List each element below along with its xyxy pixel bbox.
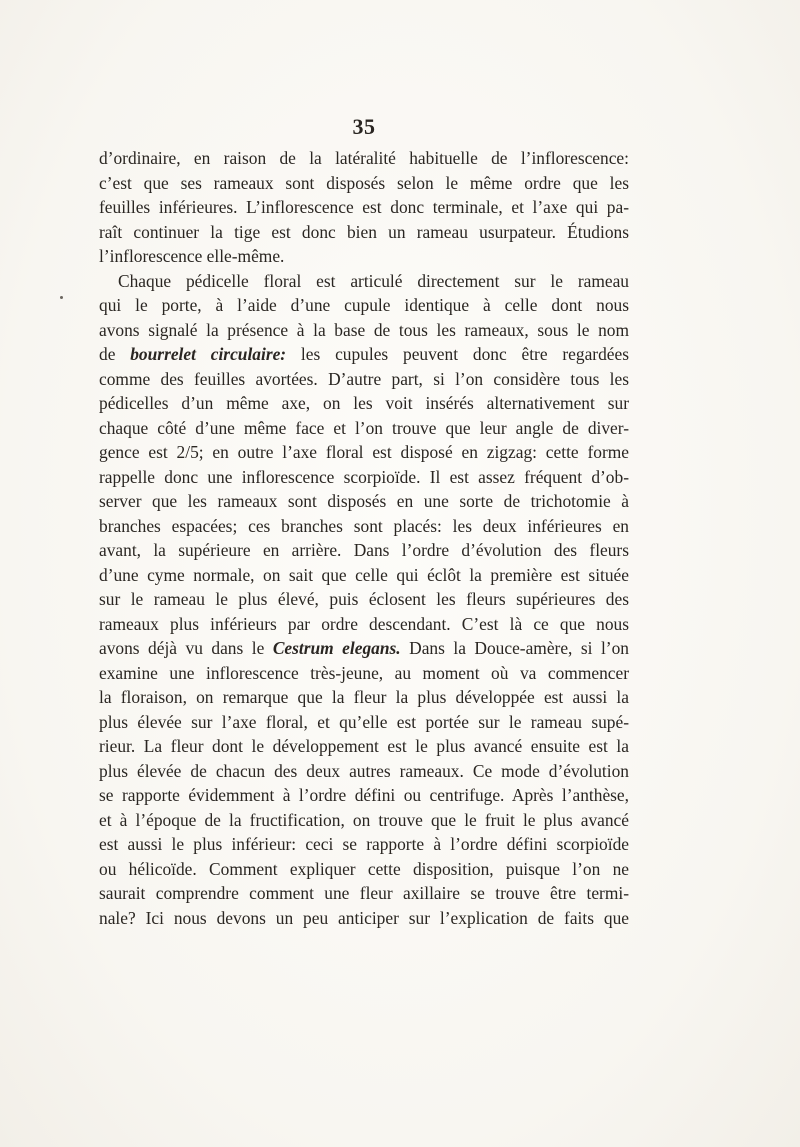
text-segment: nale? Ici nous devons un peu anticiper sur l’explication de faits que (99, 907, 629, 928)
text-line (99, 857, 629, 882)
text-line (99, 171, 629, 196)
text-segment: c’est que ses rameaux sont disposés selon le même ordre que les (99, 172, 629, 193)
text-line (99, 832, 629, 857)
text-line (99, 563, 629, 588)
text-segment: rieur. La fleur dont le développement est le plus avancé ensuite est la (99, 736, 629, 756)
text-segment: sur le rameau le plus élevé, puis éclosent les fleurs supérieures des (99, 589, 629, 609)
text-segment: Dans la Douce-amère, si l’on (400, 638, 629, 658)
text-segment: d’une cyme normale, on sait que celle qui éclôt la première est située (99, 564, 629, 585)
text-segment: branches espacées; ces branches sont placés: les deux inférieures en (99, 515, 629, 536)
text-segment: gence est 2/5; en outre l’axe floral est disposé en zigzag: cette forme (99, 442, 629, 462)
text-line (99, 734, 629, 759)
text-segment: avant, la supérieure en arrière. Dans l’ordre d’évolution des fleurs (99, 540, 629, 560)
text-segment: l’inflorescence elle-même. (99, 246, 285, 266)
text-line (99, 636, 629, 661)
text-line (99, 808, 629, 833)
text-segment: plus élevée de chacun des deux autres rameaux. Ce mode d’évolution (99, 760, 629, 781)
page-number: 35 (352, 114, 376, 139)
text-segment: avons déjà vu dans le (99, 638, 273, 658)
text-line (99, 416, 629, 441)
text-segment: rappelle donc une inflorescence scorpioïde. Il est assez fréquent d’ob- (99, 466, 629, 487)
text-segment: Chaque pédicelle floral est articulé directement sur le rameau (118, 270, 629, 291)
text-line (99, 195, 629, 220)
text-line (99, 783, 629, 808)
text-line (99, 685, 629, 710)
text-line (99, 440, 629, 465)
text-line (99, 367, 629, 392)
text-segment: la floraison, on remarque que la fleur la plus développée est aussi la (99, 687, 629, 707)
text-segment: de (99, 344, 131, 364)
text-line (99, 465, 629, 490)
text-segment: pédicelles d’un même axe, on les voit insérés alternativement sur (99, 393, 629, 413)
text-segment: feuilles inférieures. L’inflorescence est donc terminale, et l’axe qui pa- (99, 197, 629, 217)
text-segment: chaque côté d’une même face et l’on trouve que leur angle de diver- (99, 417, 629, 438)
text-segment: server que les rameaux sont disposés en une sorte de trichotomie à (99, 491, 629, 511)
text-line (99, 759, 629, 784)
text-segment: se rapporte évidemment à l’ordre défini ou centrifuge. Après l’anthèse, (99, 785, 629, 805)
text-segment: ou hélicoïde. Comment expliquer cette disposition, puisque l’on ne (99, 858, 629, 879)
text-line (99, 318, 629, 343)
text-segment: et à l’époque de la fructification, on trouve que le fruit le plus avancé (99, 809, 629, 830)
text-segment: qui le porte, à l’aide d’une cupule identique à celle dont nous (99, 295, 629, 315)
text-line (99, 244, 629, 269)
text-line (99, 489, 629, 514)
text-line (99, 269, 629, 294)
text-line (99, 612, 629, 637)
text-segment: les cupules peuvent donc être regardées (286, 344, 629, 364)
text-line (99, 710, 629, 735)
italic-term: Cestrum elegans. (272, 638, 401, 658)
text-line (99, 391, 629, 416)
text-line (99, 293, 629, 318)
text-segment: avons signalé la présence à la base de tous les rameaux, sous le nom (99, 319, 629, 340)
text-segment: est aussi le plus inférieur: ceci se rapporte à l’ordre défini scorpioïde (99, 834, 629, 854)
text-segment: plus élevée sur l’axe floral, et qu’elle est portée sur le rameau supé- (99, 711, 629, 732)
text-segment: d’ordinaire, en raison de la latéralité habituelle de l’inflorescence: (99, 148, 629, 168)
text-segment: rameaux plus inférieurs par ordre descendant. C’est là ce que nous (99, 613, 629, 634)
body-text (99, 146, 629, 930)
text-segment: raît continuer la tige est donc bien un rameau usurpateur. Étudions (99, 221, 629, 242)
text-segment: examine une inflorescence très-jeune, au moment où va commencer (99, 662, 629, 683)
text-line (99, 906, 629, 931)
text-line (99, 881, 629, 906)
text-segment: saurait comprendre comment une fleur axillaire se trouve être termi- (99, 883, 629, 903)
text-segment: comme des feuilles avortées. D’autre part, si l’on considère tous les (99, 368, 629, 389)
text-line (99, 146, 629, 171)
text-line (99, 587, 629, 612)
text-line (99, 538, 629, 563)
italic-term: bourrelet circulaire: (130, 344, 287, 364)
text-line (99, 220, 629, 245)
text-line (99, 342, 629, 367)
margin-speck (60, 296, 63, 299)
text-line (99, 514, 629, 539)
text-line (99, 661, 629, 686)
